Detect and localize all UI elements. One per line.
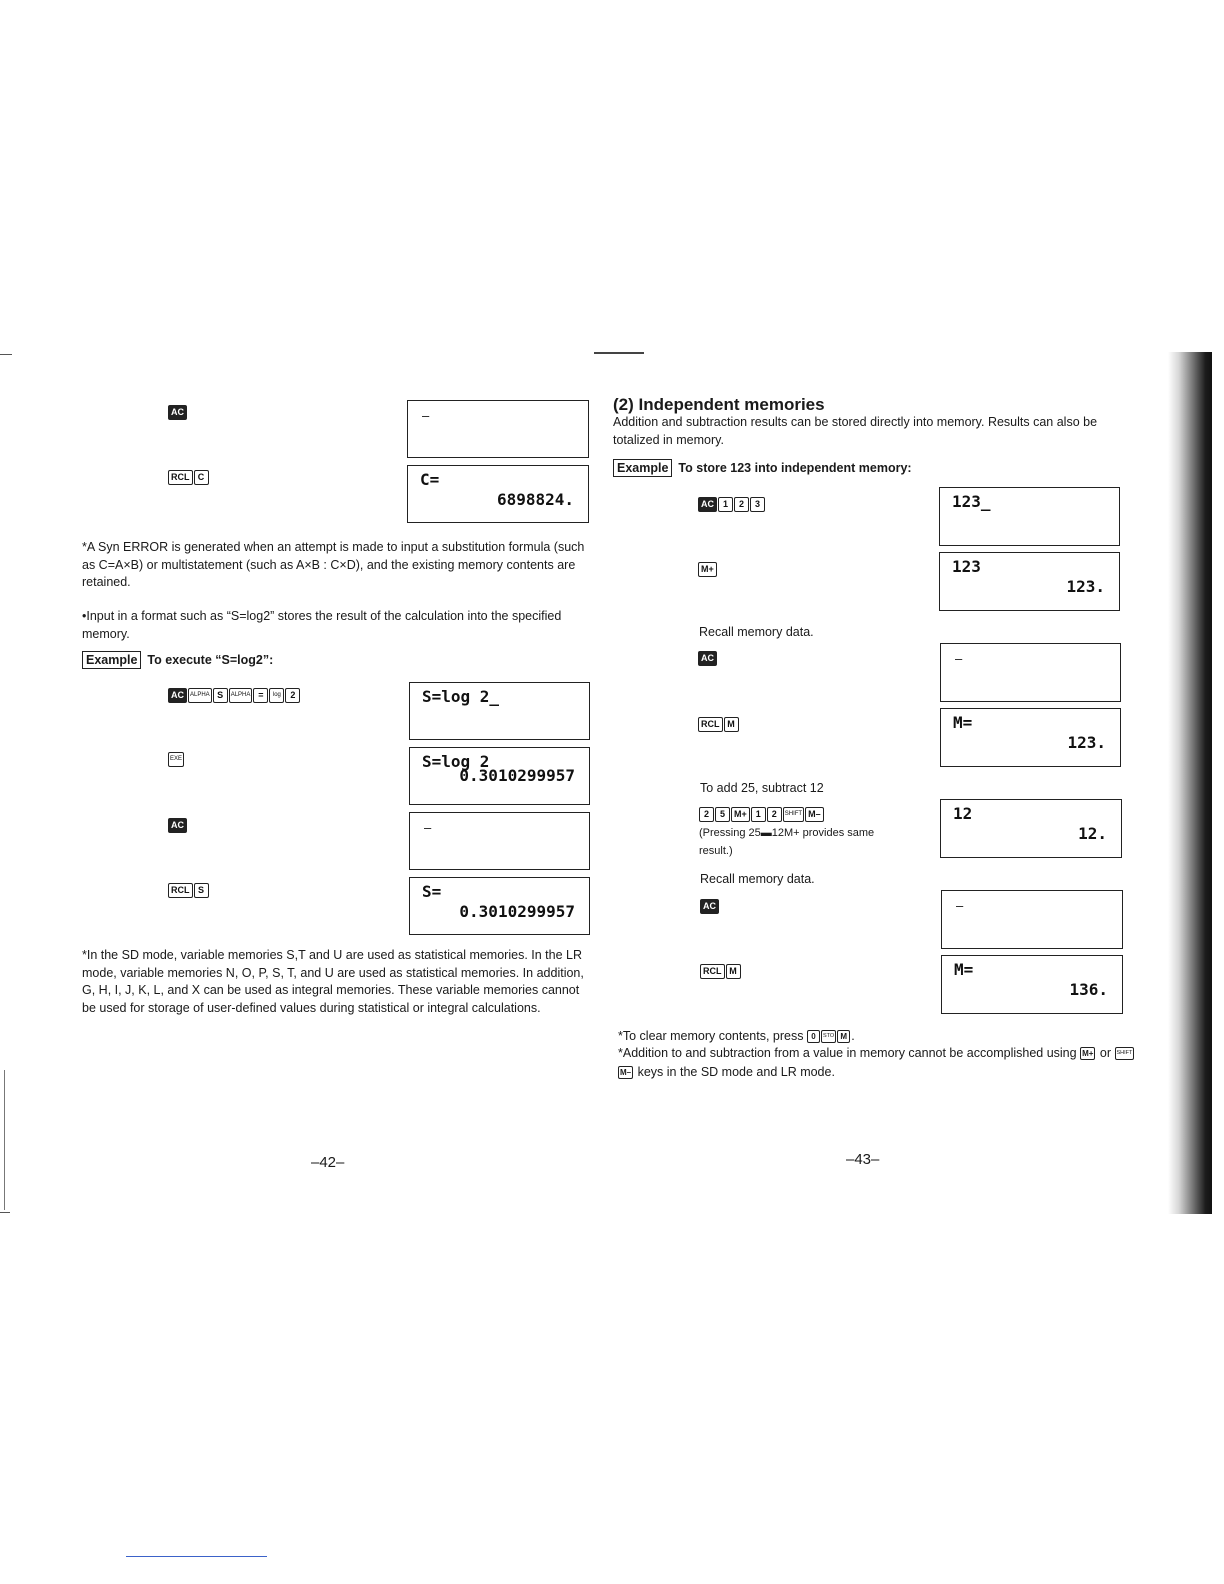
- right-step-4-keys: [699, 806, 825, 824]
- addition-note-suffix: keys in the SD mode and LR mode.: [637, 1065, 835, 1079]
- key-2: 2: [285, 688, 300, 703]
- key-m: M–: [620, 1068, 632, 1078]
- syn-error-note: *A Syn ERROR is generated when an attempt is made to input a substitution formula (such as C=A×B) or multistatement (such as A×B : C×D), and the existing memory contents are retained.: [82, 540, 585, 589]
- right-step-3-keys: [698, 716, 740, 734]
- example-title: To store 123 into independent memory:: [678, 461, 912, 475]
- key-ac: AC: [700, 899, 719, 914]
- key-ac: AC: [698, 651, 717, 666]
- display-line1: S=: [422, 882, 442, 901]
- left-example-step-3-keys: [168, 882, 210, 900]
- right-step-5-keys: [700, 898, 720, 916]
- left-step-1-keys: [168, 469, 210, 487]
- left-step-0-display: [407, 400, 589, 458]
- key-0: 0: [807, 1030, 820, 1043]
- right-step-2-display: [940, 643, 1121, 702]
- step-caption: To add 25, subtract 12: [700, 781, 824, 795]
- key-m: M: [837, 1030, 850, 1043]
- key-ac: AC: [168, 688, 187, 703]
- right-step-5-display: [941, 890, 1123, 949]
- key-s: S: [213, 688, 228, 703]
- clear-note-keys: [807, 1029, 851, 1043]
- display-line2: 136.: [1069, 980, 1108, 999]
- sd-mode-note: *In the SD mode, variable memories S,T and U are used as statistical memories. In the LR mode, variable memories N, O, P, S, T, and U are used as statistical memories. In addition, G, H, I, J, K, L, and X can be used as integral memories. These variable memories cannot be used for storage of user-defined values during statistical or integral calculations.: [82, 948, 584, 1015]
- left-example-step-2-display: [409, 812, 590, 870]
- display-line2: 123.: [1066, 577, 1105, 596]
- right-step-2-keys: [698, 650, 718, 668]
- display-line2: 12.: [1078, 824, 1107, 843]
- example-title: To execute “S=log2”:: [147, 653, 274, 667]
- left-example-step-2-keys: [168, 817, 188, 835]
- section-heading: (2) Independent memories: [613, 395, 825, 414]
- key-m: M+: [698, 562, 717, 577]
- display-line1: 123: [952, 557, 981, 576]
- crop-mark-left: [0, 354, 12, 355]
- link-underline: [126, 1556, 267, 1557]
- section-intro: Addition and subtraction results can be stored directly into memory. Results can also be totalized in memory.: [613, 415, 1098, 447]
- left-example-step-3-display: [409, 877, 590, 935]
- page-number-left: –42–: [311, 1154, 345, 1171]
- display-line1: 12: [953, 804, 973, 823]
- addition-note-or: or: [1099, 1046, 1112, 1060]
- key-alpha: ALPHA: [188, 688, 212, 703]
- crop-mark-top: [594, 352, 644, 354]
- addition-note: [618, 1044, 1138, 1082]
- display-cursor: –: [422, 409, 430, 423]
- key-s: S: [194, 883, 209, 898]
- display-line1: 123_: [952, 492, 991, 511]
- page-number-right: –43–: [846, 1151, 880, 1168]
- key-c: C: [194, 470, 209, 485]
- display-line1: S=log 2: [422, 752, 490, 771]
- right-step-0-display: [939, 487, 1120, 546]
- key-ac: AC: [168, 405, 187, 420]
- key-sto: STO: [821, 1030, 836, 1043]
- display-line1: S=log 2_: [422, 687, 500, 706]
- right-example-header: [613, 459, 912, 478]
- page-edge-shadow: [1168, 352, 1212, 1214]
- key-1: 1: [718, 497, 733, 512]
- key-rcl: RCL: [698, 717, 723, 732]
- key-2: 2: [767, 807, 782, 822]
- key-3: 3: [750, 497, 765, 512]
- input-format-note: •Input in a format such as “S=log2” stores the result of the calculation into the specified memory.: [82, 609, 562, 641]
- left-example-header: [82, 651, 273, 670]
- crop-mark-left-vertical: [4, 1070, 5, 1210]
- left-step-0-keys: [168, 404, 188, 422]
- right-step-3-display: [940, 708, 1121, 767]
- example-label: Example: [82, 651, 141, 669]
- left-example-step-0-keys: [168, 687, 301, 705]
- left-example-step-1-keys: [168, 751, 185, 769]
- addition-note-prefix: *Addition to and subtraction from a value in memory cannot be accomplished using: [618, 1046, 1077, 1060]
- clear-memory-note: [618, 1028, 1138, 1046]
- key-1: 1: [751, 807, 766, 822]
- key-m: M–: [805, 807, 824, 822]
- display-line1: C=: [420, 470, 440, 489]
- display-cursor: –: [424, 821, 432, 835]
- crop-mark-left-bottom: [0, 1212, 10, 1213]
- left-example-step-1-display: [409, 747, 590, 805]
- right-step-4-display: [940, 799, 1122, 858]
- addition-note-key1: [1080, 1046, 1096, 1060]
- key-2: 2: [734, 497, 749, 512]
- key-2: 2: [699, 807, 714, 822]
- key-ac: AC: [698, 497, 717, 512]
- key-rcl: RCL: [700, 964, 725, 979]
- right-step-1-keys: [698, 561, 718, 579]
- display-line2: 6898824.: [496, 490, 574, 509]
- left-step-1-display: [407, 465, 589, 523]
- key-m: M+: [1082, 1049, 1094, 1059]
- example-label: Example: [613, 459, 672, 477]
- step-caption: Recall memory data.: [700, 872, 815, 886]
- display-line2: 0.3010299957: [459, 766, 575, 785]
- key-shift: SHIFT: [1115, 1047, 1135, 1060]
- key-shift: SHIFT: [783, 807, 804, 822]
- key-exe: EXE: [168, 752, 184, 767]
- key-minus: =: [253, 688, 268, 703]
- right-step-1-display: [939, 552, 1120, 611]
- display-line2: 0.3010299957: [459, 902, 575, 921]
- key-m: M: [724, 717, 739, 732]
- clear-note-prefix: *To clear memory contents, press: [618, 1029, 804, 1043]
- left-example-step-0-display: [409, 682, 590, 740]
- key-log: log: [269, 688, 284, 703]
- key-rcl: RCL: [168, 470, 193, 485]
- right-step-0-keys: [698, 496, 766, 514]
- key-5: 5: [715, 807, 730, 822]
- display-line1: M=: [953, 713, 973, 732]
- right-step-6-keys: [700, 963, 742, 981]
- display-cursor: –: [956, 899, 964, 913]
- display-line1: M=: [954, 960, 974, 979]
- key-m: M+: [731, 807, 750, 822]
- clear-note-suffix: .: [851, 1029, 855, 1043]
- display-cursor: –: [955, 652, 963, 666]
- right-step-6-display: [941, 955, 1123, 1014]
- key-m: M: [726, 964, 741, 979]
- display-line2: 123.: [1067, 733, 1106, 752]
- step-caption: Recall memory data.: [699, 625, 814, 639]
- key-rcl: RCL: [168, 883, 193, 898]
- key-ac: AC: [168, 818, 187, 833]
- step-note: (Pressing 25▬12M+ provides same result.): [699, 827, 875, 857]
- key-alpha: ALPHA: [229, 688, 253, 703]
